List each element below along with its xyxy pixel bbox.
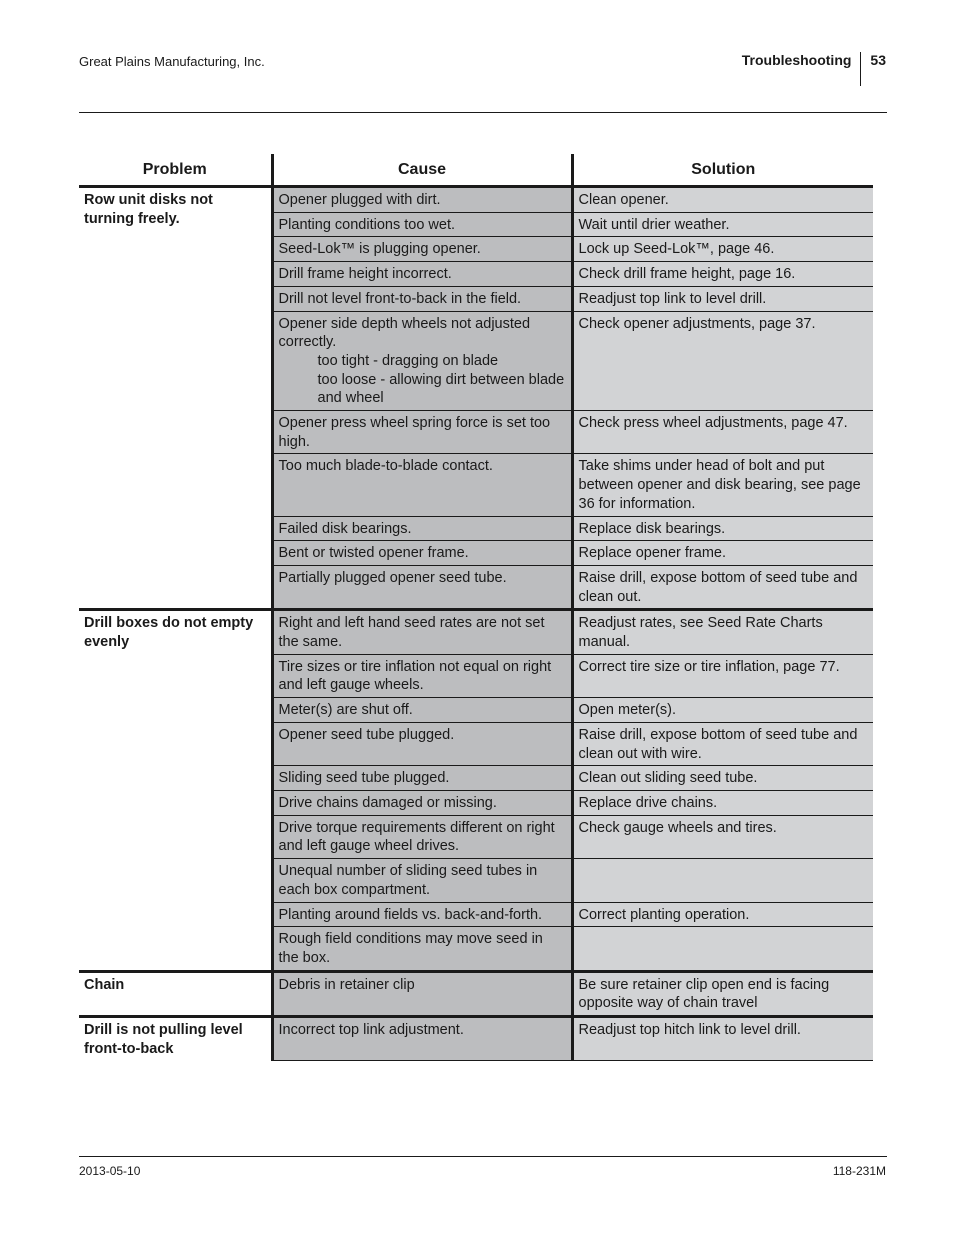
problem-column-header: Problem — [79, 154, 272, 187]
company-name: Great Plains Manufacturing, Inc. — [79, 54, 265, 69]
cause-text: Drill not level front-to-back in the field. — [278, 290, 522, 307]
cause-cell — [272, 1017, 572, 1061]
solution-cell: Raise drill, expose bottom of seed tube and clean out. — [572, 565, 873, 609]
cause-text: Planting conditions too wet. — [278, 216, 456, 233]
table-row — [79, 187, 873, 213]
solution-cell: Lock up Seed-Lok™, page 46. — [572, 237, 873, 262]
solution-cell: Wait until drier weather. — [572, 212, 873, 237]
solution-cell: Replace opener frame. — [572, 541, 873, 566]
cause-text: Bent or twisted opener frame. — [278, 545, 469, 562]
header-rule — [79, 112, 887, 113]
cause-text: Opener side depth wheels not adjusted correctly. — [278, 315, 531, 351]
cause-text: Tire sizes or tire inflation not equal on right and left gauge wheels. — [278, 658, 552, 694]
cause-cell — [272, 790, 572, 815]
running-header — [742, 52, 886, 86]
cause-cell — [272, 859, 572, 902]
problem-cell: Row unit disks not turning freely. — [79, 187, 272, 610]
solution-column-header: Solution — [572, 154, 873, 187]
solution-cell — [572, 927, 873, 971]
solution-cell — [572, 859, 873, 902]
page-number: 53 — [870, 52, 886, 68]
footer-rule — [79, 1156, 887, 1157]
table-row — [79, 610, 873, 654]
problem-cell: Chain — [79, 971, 272, 1016]
solution-cell: Open meter(s). — [572, 698, 873, 723]
cause-column-header: Cause — [272, 154, 572, 187]
cause-text: Partially plugged opener seed tube. — [278, 569, 507, 586]
solution-cell: Replace disk bearings. — [572, 516, 873, 541]
cause-text: Drive chains damaged or missing. — [278, 794, 497, 811]
cause-text: Opener press wheel spring force is set too high. — [278, 415, 551, 450]
table-row — [79, 971, 873, 1016]
cause-cell — [272, 262, 572, 287]
cause-cell — [272, 212, 572, 237]
cause-cell — [272, 722, 572, 765]
cause-text: Incorrect top link adjustment. — [278, 1022, 464, 1039]
solution-cell: Check gauge wheels and tires. — [572, 815, 873, 858]
solution-cell: Clean opener. — [572, 187, 873, 213]
problem-cell: Drill boxes do not empty evenly — [79, 610, 272, 971]
cause-cell — [272, 766, 572, 791]
document-number: 118-231M — [832, 1164, 886, 1178]
cause-text: Sliding seed tube plugged. — [278, 770, 450, 787]
solution-cell: Take shims under head of bolt and put between opener and disk bearing, see page 36 for information. — [572, 454, 873, 516]
cause-cell — [272, 902, 572, 927]
cause-cell — [272, 610, 572, 654]
solution-cell: Be sure retainer clip open end is facing opposite way of chain travel — [572, 971, 873, 1016]
cause-text: Seed-Lok™ is plugging opener. — [278, 241, 481, 258]
solution-cell: Correct tire size or tire inflation, page 77. — [572, 654, 873, 697]
solution-cell: Raise drill, expose bottom of seed tube and clean out with wire. — [572, 722, 873, 765]
cause-text: Opener seed tube plugged. — [278, 726, 455, 743]
cause-text: Planting around fields vs. back-and-forth. — [278, 906, 543, 923]
cause-cell — [272, 698, 572, 723]
cause-text: Debris in retainer clip — [278, 976, 415, 993]
cause-cell — [272, 927, 572, 971]
solution-cell: Readjust rates, see Seed Rate Charts manual. — [572, 610, 873, 654]
cause-text: Unequal number of sliding seed tubes in each box compartment. — [278, 863, 538, 898]
solution-cell: Readjust top link to level drill. — [572, 286, 873, 311]
cause-text: Too much blade-to-blade contact. — [278, 458, 493, 475]
cause-cell — [272, 516, 572, 541]
cause-text: Rough field conditions may move seed in the box. — [278, 931, 543, 966]
troubleshooting-table — [79, 154, 873, 1061]
cause-cell — [272, 237, 572, 262]
solution-cell: Replace drive chains. — [572, 790, 873, 815]
cause-cell — [272, 187, 572, 213]
cause-cell — [272, 411, 572, 454]
cause-text: Failed disk bearings. — [278, 520, 412, 537]
cause-cell — [272, 541, 572, 566]
solution-cell: Check drill frame height, page 16. — [572, 262, 873, 287]
cause-sub-item: too loose - allowing dirt between blade and wheel — [317, 371, 565, 407]
solution-cell: Readjust top hitch link to level drill. — [572, 1017, 873, 1061]
solution-cell: Check press wheel adjustments, page 47. — [572, 411, 873, 454]
solution-cell: Correct planting operation. — [572, 902, 873, 927]
cause-text: Opener plugged with dirt. — [278, 192, 441, 208]
cause-text: Drill frame height incorrect. — [278, 266, 452, 283]
cause-text: Meter(s) are shut off. — [278, 702, 413, 719]
cause-text: Drive torque requirements different on right and left gauge wheel drives. — [278, 819, 555, 855]
solution-cell: Clean out sliding seed tube. — [572, 766, 873, 791]
problem-cell: Drill is not pulling level front-to-back — [79, 1017, 272, 1061]
table-row — [79, 1017, 873, 1061]
cause-cell — [272, 565, 572, 609]
solution-cell: Check opener adjustments, page 37. — [572, 311, 873, 411]
cause-cell — [272, 454, 572, 516]
cause-cell — [272, 815, 572, 858]
cause-cell — [272, 971, 572, 1016]
cause-sub-item: too tight - dragging on blade — [317, 352, 499, 369]
cause-cell — [272, 654, 572, 697]
section-title: Troubleshooting — [742, 52, 862, 86]
cause-cell — [272, 286, 572, 311]
cause-text: Right and left hand seed rates are not set the same. — [278, 615, 545, 651]
revision-date: 2013-05-10 — [79, 1164, 141, 1178]
table-header-row — [79, 154, 873, 187]
table-body — [79, 187, 873, 1061]
cause-cell — [272, 311, 572, 411]
